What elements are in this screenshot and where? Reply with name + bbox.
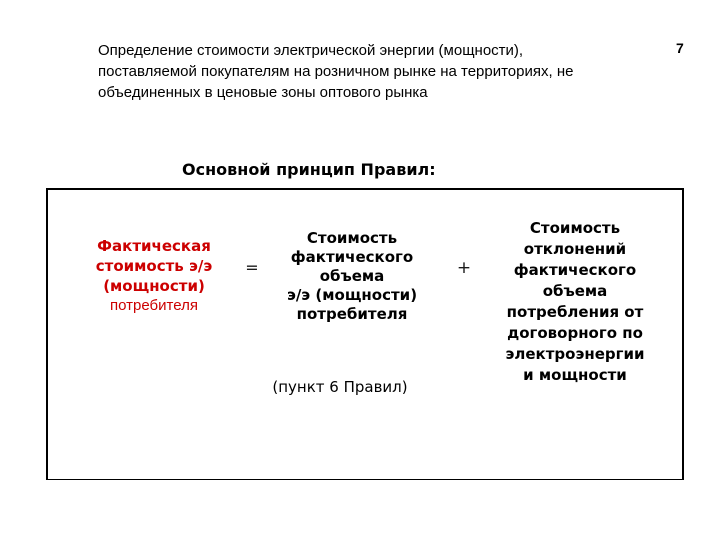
right-line-4: объема	[542, 282, 608, 300]
middle-line-2: фактического	[290, 248, 414, 266]
actual-cost-subline: потребителя	[110, 297, 198, 314]
right-line-5: потребления от	[506, 303, 644, 321]
middle-line-1: Стоимость	[306, 229, 398, 247]
title-line-1: Определение стоимости электрической энергии (мощности),	[98, 42, 524, 59]
rules-clause-reference: (пункт 6 Правил)	[272, 378, 408, 396]
page-title	[98, 40, 688, 103]
actual-cost-line-1: Фактическая	[97, 237, 211, 255]
middle-line-5: потребителя	[296, 305, 408, 323]
equals-sign: =	[245, 258, 259, 277]
actual-cost-line-3: (мощности)	[103, 277, 205, 295]
plus-sign: +	[456, 258, 472, 278]
right-line-2: отклонений	[523, 240, 627, 258]
actual-volume-cost-term	[258, 229, 446, 324]
principle-heading: Основной принцип Правил:	[182, 160, 436, 179]
frame-border	[682, 188, 684, 480]
title-line-3: объединенных в ценовые зоны оптового рынка	[98, 84, 428, 101]
middle-line-4: э/э (мощности)	[286, 286, 418, 304]
right-line-7: электроэнергии	[505, 345, 645, 363]
right-line-3: фактического	[513, 261, 637, 279]
right-line-8: и мощности	[523, 366, 627, 384]
title-line-2: поставляемой покупателям на розничном рынке на территориях, не	[98, 63, 574, 80]
actual-cost-line-2: стоимость э/э	[95, 257, 213, 275]
middle-line-3: объема	[319, 267, 385, 285]
right-line-6: договорного по	[507, 324, 643, 342]
page-number: 7	[676, 40, 684, 56]
actual-cost-term	[64, 236, 244, 316]
deviation-cost-term	[485, 218, 665, 386]
right-line-1: Стоимость	[529, 219, 621, 237]
